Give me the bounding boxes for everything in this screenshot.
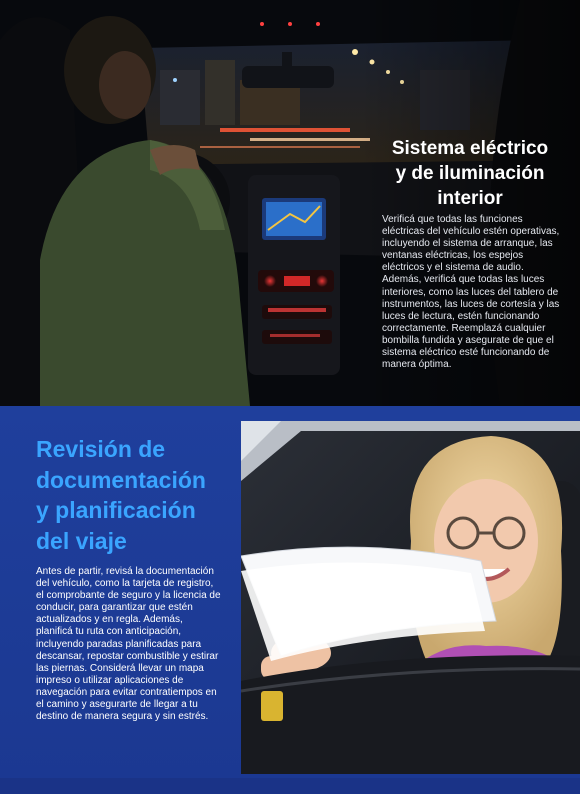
documentation-body: Antes de partir, revisá la documentación del vehículo, como la tarjeta de registro, el comprobante de seguro y la licencia de conducir, para garantizar que estén actualizados y en regla. Además, planificá tu ruta con anticipación, incluyendo paradas planificadas para descansar, repostar combustible y estirar las piernas. Considerá llevar un mapa impreso o utilizar aplicaciones de navegación para evitar contratiempos en el camino y asegurarte de llegar a tu destino de manera segura y sin estrés.: [36, 566, 221, 723]
footer-strip: [0, 778, 580, 794]
woman-documents-photo: [241, 421, 580, 774]
documentation-title-line-1: Revisión de: [36, 436, 166, 462]
documentation-title-line-4: del viaje: [36, 527, 127, 554]
documentation-section: [0, 406, 580, 794]
electrical-title-line-2: y de iluminación: [395, 163, 545, 184]
documentation-title: [36, 434, 236, 556]
documentation-title-line-2: documentación: [36, 466, 206, 493]
electrical-body: Verificá que todas las funciones eléctricas del vehículo estén operativas, incluyendo el sistema de arranque, las ventanas eléctricas, los espejos eléctricos y el sistema de audio. Además, verificá que todas las luces interiores, como las luces del tablero de instrumentos, las luces de cortesía y las luces de lectura, estén funcionando correctamente. Reemplazá cualquier bombilla fundida y asegurate de que el sistema eléctrico esté funcionando de manera óptima.: [382, 214, 560, 371]
documentation-title-line-3: y planificación: [36, 497, 196, 523]
electrical-title: [378, 136, 562, 211]
electrical-title-line-3: interior: [437, 188, 503, 209]
electrical-title-line-1: Sistema eléctrico: [391, 138, 549, 159]
